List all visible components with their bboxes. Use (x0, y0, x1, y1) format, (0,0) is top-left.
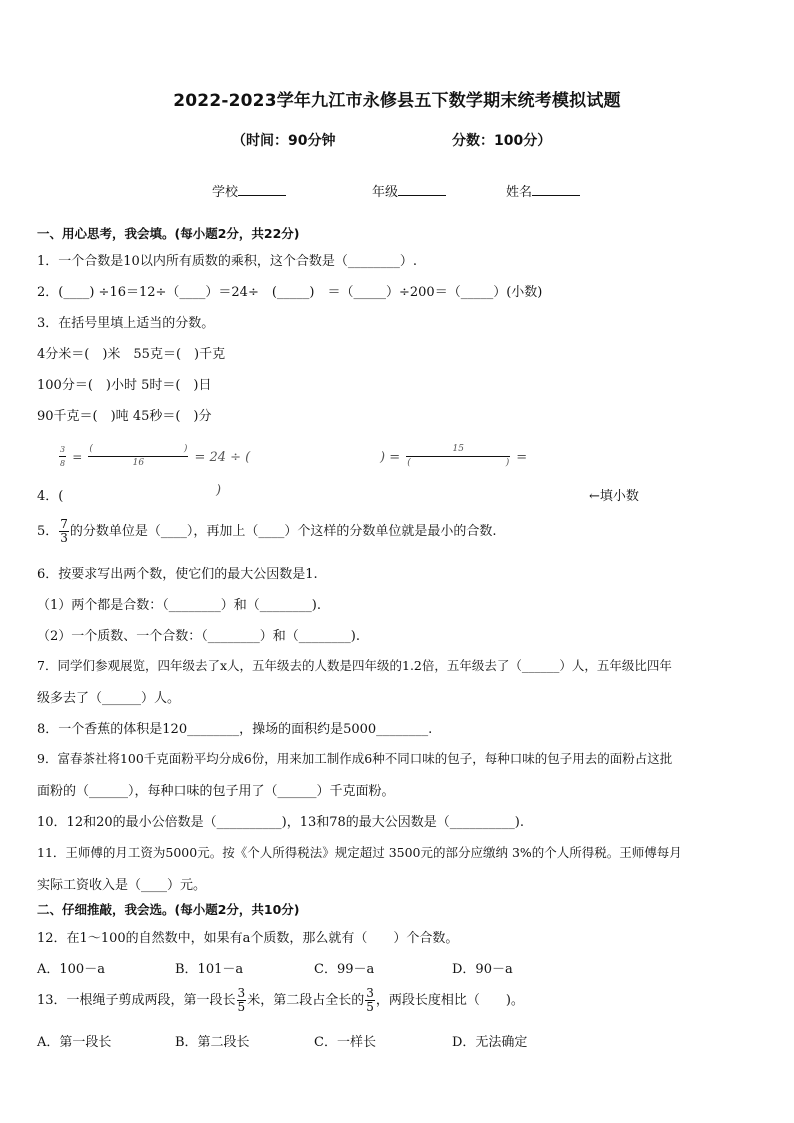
question-4-label: 4．( (37, 489, 64, 504)
grade-label: 年级 (372, 185, 399, 200)
question-4-equation-right: ) = 15 ( ) = (380, 444, 528, 468)
name-label: 姓名 (506, 185, 533, 200)
q13-fraction-1: $\frac{3}{5}$ (237, 986, 246, 1014)
question-4-hint: ←填小数 (589, 489, 639, 504)
question-5: 5． $\frac{7}{3}$ 的分数单位是（____），再加上（____）个这样的分数单位就是最小的合数. (37, 517, 497, 545)
question-10: 10．12和20的最小公倍数是（__________)，13和78的最大公因数是（__________). (37, 815, 524, 830)
section2-heading: 二、仔细推敲，我会选。(每小题2分，共10分) (37, 902, 300, 917)
question-4-paren-close: ) (216, 483, 222, 498)
school-field[interactable] (212, 181, 286, 200)
q4-fraction-2: ( ) 16 (89, 444, 188, 468)
q13-option-a[interactable]: A．第一段长 (37, 1035, 112, 1050)
q13-option-d[interactable]: D．无法确定 (452, 1035, 528, 1050)
name-blank[interactable] (532, 183, 580, 196)
exam-time: （时间：90分钟 (232, 133, 336, 149)
question-12: 12．在1～100的自然数中，如果有a个质数，那么就有（ ）个合数。 (37, 931, 459, 946)
question-13: 13．一根绳子剪成两段，第一段长 $\frac{3}{5}$ 米，第二段占全长的 $\frac{3}{5}$ ，两段长度相比（ )。 (37, 986, 524, 1014)
question-3c: 90千克＝( )吨 45秒＝( )分 (37, 409, 212, 424)
q13-option-c[interactable]: C．一样长 (314, 1035, 376, 1050)
question-4-equation: $\frac{3}{8}$ = ( ) 16 = 24 ÷ ( (60, 444, 251, 468)
q12-option-d[interactable]: D．90－a (452, 962, 513, 977)
question-9-line2: 面粉的（______），每种口味的包子用了（______）千克面粉。 (37, 784, 395, 799)
grade-blank[interactable] (398, 183, 446, 196)
question-7-line2: 级多去了（______）人。 (37, 691, 181, 706)
question-11-line2: 实际工资收入是（____）元。 (37, 878, 207, 893)
question-6: 6．按要求写出两个数，使它们的最大公因数是1. (37, 567, 318, 582)
question-6a: （1）两个都是合数：（________）和（________). (37, 598, 321, 613)
question-6b: （2）一个质数、一个合数：（________）和（________). (37, 629, 360, 644)
q4-fraction-3: 15 ( ) (407, 444, 510, 468)
question-3a: 4分米＝( )米 55克＝( )千克 (37, 347, 226, 362)
q12-option-b[interactable]: B．101－a (175, 962, 244, 977)
question-3b: 100分＝( )小时 5时＝( )日 (37, 378, 212, 393)
question-7-line1: 7．同学们参观展览，四年级去了x人，五年级去的人数是四年级的1.2倍，五年级去了（______）人，五年级比四年 (37, 658, 672, 673)
question-9-line1: 9．富春茶社将100千克面粉平均分成6份，用来加工制作成6种不同口味的包子，每种口味的包子用去的面粉占这批 (37, 751, 673, 766)
q5-fraction: $\frac{7}{3}$ (60, 517, 68, 545)
q13-option-b[interactable]: B．第二段长 (175, 1035, 250, 1050)
q12-option-a[interactable]: A．100－a (37, 962, 105, 977)
grade-field[interactable] (372, 181, 446, 200)
school-label: 学校 (212, 185, 239, 200)
school-blank[interactable] (238, 183, 286, 196)
question-8: 8．一个香蕉的体积是120________，操场的面积约是5000________. (37, 722, 433, 737)
question-11-line1: 11．王师傅的月工资为5000元。按《个人所得税法》规定超过 3500元的部分应缴纳 3%的个人所得税。王师傅每月 (37, 845, 682, 860)
question-1: 1．一个合数是10以内所有质数的乘积，这个合数是（________）. (37, 254, 417, 269)
q4-fraction-1: $\frac{3}{8}$ (60, 445, 66, 468)
name-field[interactable] (506, 181, 580, 200)
q13-fraction-2: $\frac{3}{5}$ (366, 986, 374, 1014)
section1-heading: 一、用心思考，我会填。(每小题2分，共22分) (37, 226, 300, 241)
q12-option-c[interactable]: C．99－a (314, 962, 375, 977)
question-3: 3．在括号里填上适当的分数。 (37, 316, 215, 331)
question-2: 2．(____) ÷16＝12÷（____）＝24÷ (_____) ＝（_____）÷200＝（_____）(小数) (37, 285, 543, 300)
exam-score: 分数：100分） (452, 133, 552, 149)
page-title: 2022-2023学年九江市永修县五下数学期末统考模拟试题 (173, 91, 621, 111)
